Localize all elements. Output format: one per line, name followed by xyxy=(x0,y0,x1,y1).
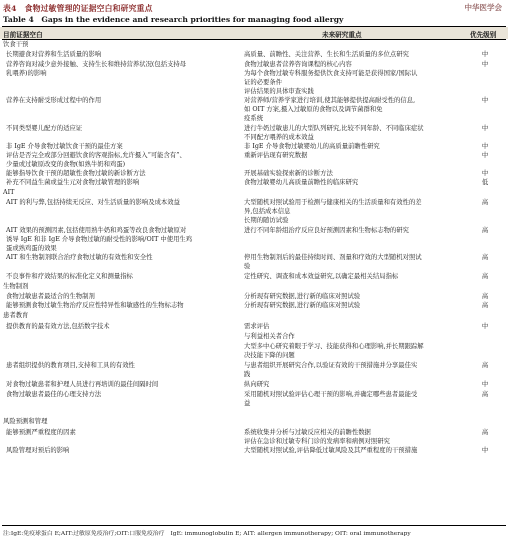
section-heading: 患者教育 xyxy=(3,312,29,319)
research-priority-cell: 与患者组织开展研究合作,以验证有效的干预措施并分享最佳实 xyxy=(244,362,418,369)
evidence-gap-cell: 食物过敏患者最适合的生物制剂 xyxy=(6,293,95,300)
evidence-gap-cell: 长期避食对营养和生活质量的影响 xyxy=(6,51,102,58)
table-footnote: 注:IgE:免疫球蛋白 E;AIT:过敏原免疫治疗;OIT:口服免疫治疗 IgE: immunoglobulin E; AIT: allergen immunotherapy; OIT: oral immunotherapy xyxy=(3,531,411,537)
research-priority-cell: 不同配方喂养的成本效益 xyxy=(244,134,314,141)
priority-level-cell: 高 xyxy=(481,254,489,261)
research-priority-cell: 分析现有研究数据,进行新的临床对照试验 xyxy=(244,302,361,309)
priority-level-cell: 中 xyxy=(481,447,489,454)
priority-level-cell: 高 xyxy=(481,362,489,369)
priority-level-cell: 中 xyxy=(481,97,489,104)
evidence-gap-cell: 能够指导饮食干预的超敏性食物过敏的新诊断方法 xyxy=(6,170,146,177)
evidence-gap-cell: 乳喂养)的影响 xyxy=(6,70,47,77)
evidence-gap-cell: 评估是否完全或部分回避饮食的客观指标,允许摄入“可能含有”、 xyxy=(6,152,186,159)
priority-level-cell: 高 xyxy=(481,302,489,309)
evidence-gap-cell: 风险管理对预后的影响 xyxy=(6,447,70,454)
research-priority-cell: 分析现有研究数据,进行新的临床对照试验 xyxy=(244,293,361,300)
research-priority-cell: 益 xyxy=(244,400,251,407)
research-priority-cell: 与利益相关者合作 xyxy=(244,333,295,340)
priority-level-cell: 高 xyxy=(481,227,489,234)
section-heading: AIT xyxy=(3,189,15,196)
research-priority-cell: 停用生物制剂后的最佳持续时间、剂量和疗效的大型随机对照试 xyxy=(244,254,422,261)
research-priority-cell: 进行牛奶过敏患儿的大型队列研究,比较不同年龄、不同临床症状 xyxy=(244,125,424,132)
header-evidence-gap: 目前证据空白 xyxy=(3,31,43,39)
section-heading: 生物制剂 xyxy=(3,283,29,290)
priority-level-cell: 低 xyxy=(481,179,489,186)
evidence-gap-cell: 不良事件和疗效结果的标准化定义和测量指标 xyxy=(6,273,133,280)
table-header xyxy=(0,27,508,39)
priority-level-cell: 中 xyxy=(481,143,489,150)
research-priority-cell: 决技能下降的问题 xyxy=(244,352,295,359)
section-heading: 风险预测和管理 xyxy=(3,418,48,425)
priority-level-cell: 高 xyxy=(481,199,489,206)
priority-level-cell: 中 xyxy=(481,125,489,132)
priority-level-cell: 高 xyxy=(481,293,489,300)
research-priority-cell: 系统收集并分析与过敏反应相关的前瞻性数据 xyxy=(244,429,371,436)
priority-level-cell: 高 xyxy=(481,391,489,398)
evidence-gap-cell: 诱导 IgE 和非 IgE 介导食物过敏的耐受性的影响/OIT 中使用生鸡 xyxy=(6,236,193,243)
research-priority-cell: 证的必要条件 xyxy=(244,79,283,86)
research-priority-cell: 疫系统 xyxy=(244,115,264,122)
research-priority-cell: 大型多中心研究着眼于学习、技能获得和心理影响,并长期跟踪解 xyxy=(244,343,424,350)
evidence-gap-cell: 非 IgE 介导食物过敏饮食干预的最佳方案 xyxy=(6,143,123,150)
research-priority-cell: 践 xyxy=(244,371,251,378)
priority-level-cell: 高 xyxy=(481,273,489,280)
research-priority-cell: 对营养师/营养学家进行培训,使其能够提供提高耐受性的信息, xyxy=(244,97,416,104)
table-header-rule xyxy=(2,39,506,40)
priority-level-cell: 中 xyxy=(481,323,489,330)
evidence-gap-cell: 对食物过敏患者和护理人员进行再培训的最佳间隔时间 xyxy=(6,381,159,388)
research-priority-cell: 高质量、前瞻性、关注营养、生长和生活质量的多位点研究 xyxy=(244,51,409,58)
evidence-gap-cell: 营养在支持耐受形成过程中的作用 xyxy=(6,97,102,104)
evidence-gap-cell: 不同类型婴儿配方的适应证 xyxy=(6,125,83,132)
evidence-gap-cell: 少量或过敏原改变的食物(如熟牛奶和鸡蛋) xyxy=(6,161,126,168)
evidence-gap-cell: 蛋或熟鸡蛋的效果 xyxy=(6,245,57,252)
research-priority-cell: 为每个食物过敏专科服务提供饮食支持可能是获得国家/国际认 xyxy=(244,70,418,77)
research-priority-cell: 评估在急诊和过敏专科门诊的发病率和病例对照研究 xyxy=(244,438,390,445)
research-priority-cell: 定性研究、调查和成本效益研究,以确定最相关结局指标 xyxy=(244,273,399,280)
priority-level-cell: 中 xyxy=(481,51,489,58)
research-priority-cell: 大型随机对照试验用于检测与健康相关的生活质量和有效性的差 xyxy=(244,199,422,206)
research-priority-cell: 大型随机对照试验,评估降低过敏风险及其严重程度的干预措施 xyxy=(244,447,418,454)
evidence-gap-cell: 食物过敏患者最佳的心理支持方法 xyxy=(6,391,102,398)
research-priority-cell: 非 IgE 介导食物过敏婴幼儿的高质量前瞻性研究 xyxy=(244,143,380,150)
evidence-gap-cell: 营养咨询对减少意外接触、支持生长和维持营养状况(包括支持母 xyxy=(6,61,187,68)
research-priority-cell: 评估结果的具体审查实践 xyxy=(244,88,314,95)
evidence-gap-cell: AIT 的利与弊,包括持续无反应、对生活质量的影响及成本效益 xyxy=(6,199,180,206)
section-heading: 饮食干预 xyxy=(3,41,29,48)
research-priority-cell: 采用随机对照试验评估心理干预的影响,并确定哪些患者最能受 xyxy=(244,391,418,398)
priority-level-cell: 中 xyxy=(481,61,489,68)
publisher-logo: 中华医学会 xyxy=(464,3,502,12)
priority-level-cell: 中 xyxy=(481,381,489,388)
research-priority-cell: 食物过敏婴幼儿高质量前瞻性的临床研究 xyxy=(244,179,359,186)
priority-level-cell: 中 xyxy=(481,152,489,159)
table-caption-cn: 表4 食物过敏管理的证据空白和研究重点 xyxy=(3,4,153,13)
header-priority-level: 优先级别 xyxy=(470,31,497,39)
evidence-gap-cell: AIT 效果的预测因素,包括使用熟牛奶和鸡蛋等改良食物过敏原对 xyxy=(6,227,187,234)
evidence-gap-cell: 患者组织提供的教育项目,支持和工具的有效性 xyxy=(6,362,135,369)
research-priority-cell: 需求评估 xyxy=(244,323,270,330)
research-priority-cell: 验 xyxy=(244,263,251,270)
priority-level-cell: 中 xyxy=(481,170,489,177)
evidence-gap-cell: AIT 和生物制剂联合治疗食物过敏的有效性和安全性 xyxy=(6,254,153,261)
research-priority-cell: 纵向研究 xyxy=(244,381,270,388)
evidence-gap-cell: 能够预测严重程度的因素 xyxy=(6,429,76,436)
evidence-gap-cell: 补充不同益生菌或益生元对食物过敏管理的影响 xyxy=(6,179,140,186)
research-priority-cell: 进行不同年龄组治疗反应良好预测因素和生物标志物的研究 xyxy=(244,227,409,234)
research-priority-cell: 开展基础实验探索新的诊断方法 xyxy=(244,170,333,177)
research-priority-cell: 食物过敏患者营养咨询课程的核心内容 xyxy=(244,61,352,68)
research-priority-cell: 如 OIT 方案,摄入过敏原的食物以及调节菌群和免 xyxy=(244,106,383,113)
evidence-gap-cell: 提供教育的最有效方法,包括数字技术 xyxy=(6,323,110,330)
priority-level-cell: 高 xyxy=(481,429,489,436)
research-priority-cell: 长期的随访试验 xyxy=(244,217,289,224)
table-bottom-rule xyxy=(2,525,506,526)
research-priority-cell: 重新评估现有研究数据 xyxy=(244,152,308,159)
table-caption-en: Table 4 Gaps in the evidence and research priorities for managing food allergy xyxy=(3,15,344,24)
evidence-gap-cell: 能够预测食物过敏生物治疗反应性特异性和敏感性的生物标志物 xyxy=(6,302,184,309)
research-priority-cell: 异,包括成本信息 xyxy=(244,208,291,215)
header-research-priority: 未来研究重点 xyxy=(322,31,362,39)
